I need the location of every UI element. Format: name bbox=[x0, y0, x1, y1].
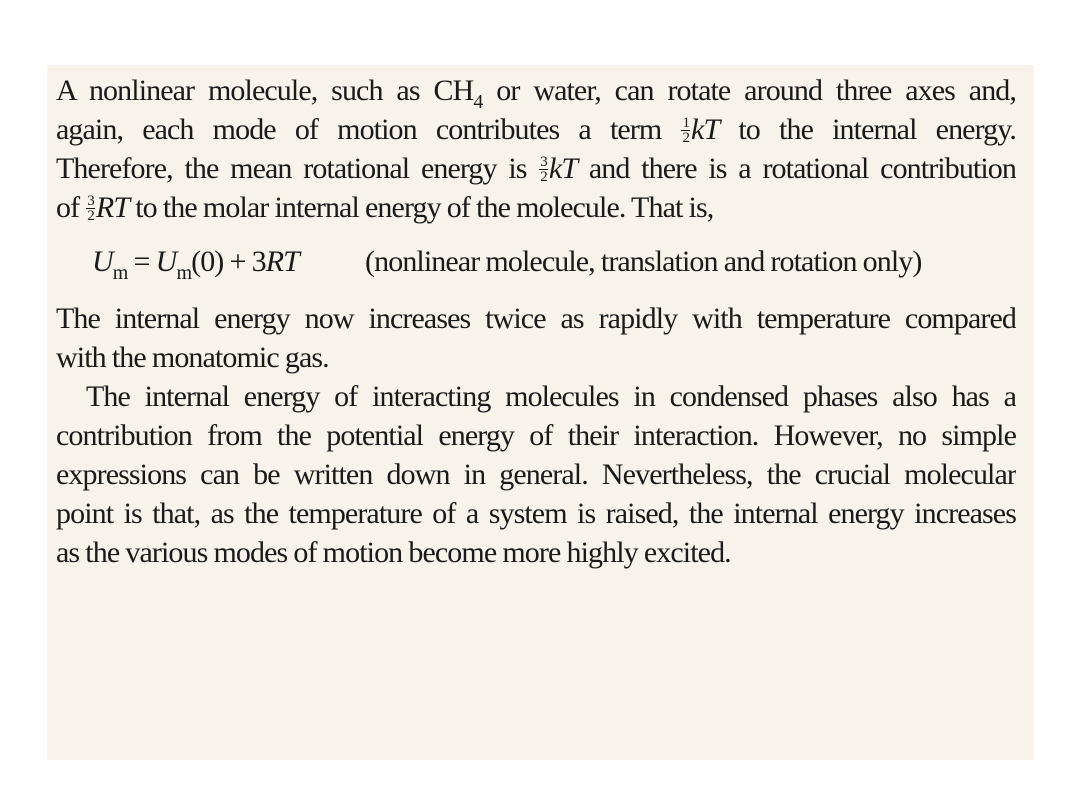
fraction bbox=[539, 155, 548, 184]
fraction bbox=[681, 116, 690, 145]
text-run: or water, can rotate around three axes and, bbox=[482, 74, 1016, 107]
fraction bbox=[86, 194, 95, 223]
math-symbol: kT bbox=[548, 152, 578, 185]
text-block bbox=[56, 71, 1016, 572]
text-run: again, each mode of motion contributes a term bbox=[56, 113, 681, 146]
equation-formula bbox=[92, 237, 299, 287]
text-line bbox=[56, 71, 1016, 110]
text-run: to the internal energy. bbox=[719, 113, 1016, 146]
text-run: Therefore, the mean rotational energy is bbox=[56, 152, 539, 185]
math-symbol: RT bbox=[95, 191, 130, 224]
text-line: The internal energy now increases twice as rapidly with temperature compared bbox=[56, 302, 1016, 335]
text-run: and there is a rotational contribution bbox=[577, 152, 1016, 185]
text-line: expressions can be written down in general. Nevertheless, the crucial molecular bbox=[56, 458, 1016, 491]
fraction-numerator: 3 bbox=[540, 153, 547, 170]
math-symbol: kT bbox=[691, 113, 720, 146]
paragraph-condensed-phases bbox=[56, 377, 1016, 572]
scanned-page bbox=[47, 65, 1034, 760]
math-term: (0) + 3 bbox=[191, 245, 266, 278]
fraction-numerator: 3 bbox=[87, 192, 94, 209]
subscript: 4 bbox=[473, 91, 483, 110]
fraction-denominator: 2 bbox=[87, 207, 94, 224]
text-line: contribution from the potential energy of their interaction. However, no simple bbox=[56, 419, 1016, 452]
text-line bbox=[56, 149, 1016, 188]
text-line: point is that, as the temperature of a system is raised, the internal energy increases bbox=[56, 497, 1016, 530]
text-line: with the monatomic gas. bbox=[56, 341, 329, 374]
math-symbol: U bbox=[155, 245, 177, 278]
paragraph-comparison bbox=[56, 299, 1016, 377]
paragraph-rotational-energy bbox=[56, 71, 1016, 227]
text-line: as the various modes of motion become more highly excited. bbox=[56, 536, 731, 569]
text-run: to the molar internal energy of the molecule. That is, bbox=[129, 191, 714, 224]
subscript: m bbox=[112, 262, 128, 284]
math-symbol: U bbox=[92, 245, 113, 278]
fraction-denominator: 2 bbox=[540, 168, 547, 185]
equation-note: (nonlinear molecule, translation and rotation only) bbox=[365, 245, 922, 278]
subscript: m bbox=[176, 262, 192, 284]
math-symbol: RT bbox=[265, 245, 299, 278]
text-run: of bbox=[56, 191, 86, 224]
fraction-numerator: 1 bbox=[682, 114, 690, 131]
fraction-denominator: 2 bbox=[682, 129, 690, 146]
equation bbox=[56, 237, 1016, 287]
text-line: The internal energy of interacting molecules in condensed phases also has a bbox=[86, 380, 1016, 413]
text-run: A nonlinear molecule, such as CH bbox=[56, 74, 474, 107]
text-line bbox=[56, 188, 1016, 227]
text-line bbox=[56, 110, 1016, 149]
equals-sign: = bbox=[127, 245, 156, 278]
